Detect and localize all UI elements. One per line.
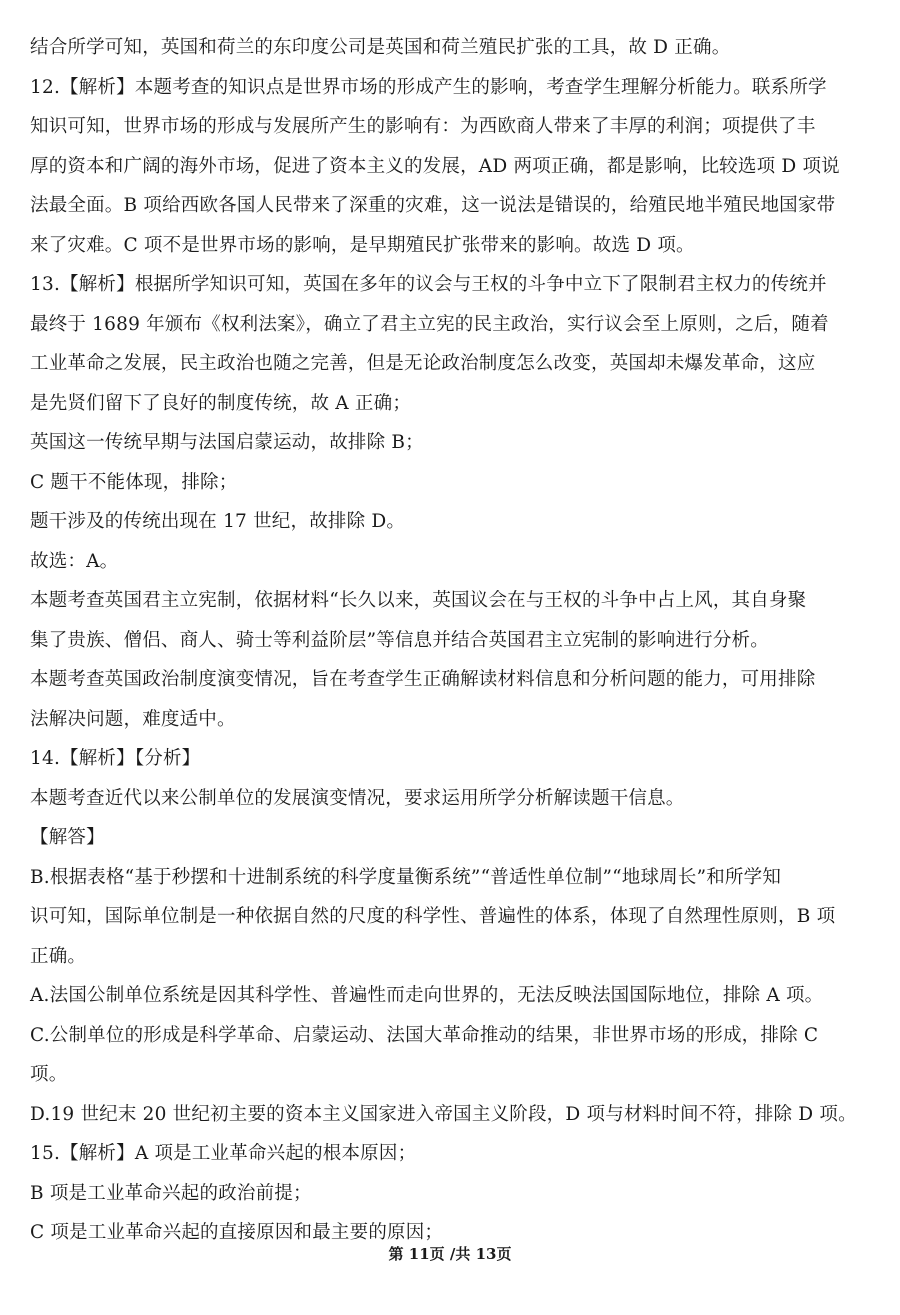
- text-line: 故选：A。: [30, 550, 119, 572]
- text-line: 【解答】: [30, 827, 105, 848]
- text-line: 工业革命之发展，民主政治也随之完善，但是无论政治制度怎么改变，英国却未爆发革命，这应: [30, 353, 816, 374]
- text-line: 厚的资本和广阔的海外市场，促进了资本主义的发展，AD 两项正确，都是影响，比较选项 D 项说: [30, 155, 840, 177]
- text-line: 结合所学可知，英国和荷兰的东印度公司是英国和荷兰殖民扩张的工具，故 D 正确。: [30, 37, 731, 58]
- text-line: 识可知，国际单位制是一种依据自然的尺度的科学性、普遍性的体系，体现了自然理性原则，B 项: [30, 906, 836, 927]
- document-body: [30, 28, 878, 1253]
- text-line: 项。: [30, 1064, 68, 1085]
- text-line: B 项是工业革命兴起的政治前提；: [30, 1182, 312, 1204]
- text-line: A.法国公制单位系统是因其科学性、普遍性而走向世界的，无法反映法国国际地位，排除 A 项。: [30, 985, 824, 1006]
- text-line: C.公制单位的形成是科学革命、启蒙运动、法国大革命推动的结果，非世界市场的形成，排除 C: [30, 1024, 819, 1046]
- text-line: 最终于 1689 年颁布《权利法案》，确立了君主立宪的民主政治，实行议会至上原则，之后，随着: [30, 313, 829, 335]
- text-line: 题干涉及的传统出现在 17 世纪，故排除 D。: [30, 511, 406, 532]
- text-line: 15.【解析】A 项是工业革命兴起的根本原因；: [30, 1143, 417, 1164]
- text-line: 13.【解析】根据所学知识可知，英国在多年的议会与王权的斗争中立下了限制君主权力的传统并: [30, 274, 827, 295]
- text-line: D.19 世纪末 20 世纪初主要的资本主义国家进入帝国主义阶段，D 项与材料时间不符，排除 D 项。: [30, 1103, 857, 1125]
- text-line: 来了灾难。C 项不是世界市场的影响，是早期殖民扩张带来的影响。故选 D 项。: [30, 234, 695, 256]
- text-line: 本题考查英国政治制度演变情况，旨在考查学生正确解读材料信息和分析问题的能力，可用排除: [30, 669, 816, 690]
- page-number-footer: 第 11页 /共 13页: [388, 1245, 512, 1263]
- text-line: B.根据表格“基于秒摆和十进制系统的科学度量衡系统”“普适性单位制”“地球周长”和所学知: [30, 866, 782, 888]
- text-line: C 项是工业革命兴起的直接原因和最主要的原因；: [30, 1222, 444, 1243]
- text-line: 14.【解析】【分析】: [30, 748, 201, 769]
- text-line: 正确。: [30, 945, 87, 967]
- text-line: 本题考查英国君主立宪制，依据材料“长久以来，英国议会在与王权的斗争中占上风，其自身聚: [30, 590, 807, 611]
- text-line: 本题考查近代以来公制单位的发展演变情况，要求运用所学分析解读题干信息。: [30, 787, 685, 809]
- text-line: 知识可知，世界市场的形成与发展所产生的影响有：为西欧商人带来了丰厚的利润；项提供了丰: [30, 116, 816, 137]
- text-line: 英国这一传统早期与法国启蒙运动，故排除 B；: [30, 432, 424, 453]
- text-line: 12.【解析】本题考查的知识点是世界市场的形成产生的影响，考查学生理解分析能力。联系所学: [30, 76, 827, 98]
- text-line: 法最全面。B 项给西欧各国人民带来了深重的灾难，这一说法是错误的，给殖民地半殖民地国家带: [30, 195, 836, 216]
- text-line: 法解决问题，难度适中。: [30, 708, 236, 730]
- text-line: 是先贤们留下了良好的制度传统，故 A 正确；: [30, 392, 412, 414]
- text-line: 集了贵族、僧侣、商人、骑士等利益阶层”等信息并结合英国君主立宪制的影响进行分析。: [30, 629, 769, 651]
- text-line: C 题干不能体现，排除；: [30, 471, 238, 493]
